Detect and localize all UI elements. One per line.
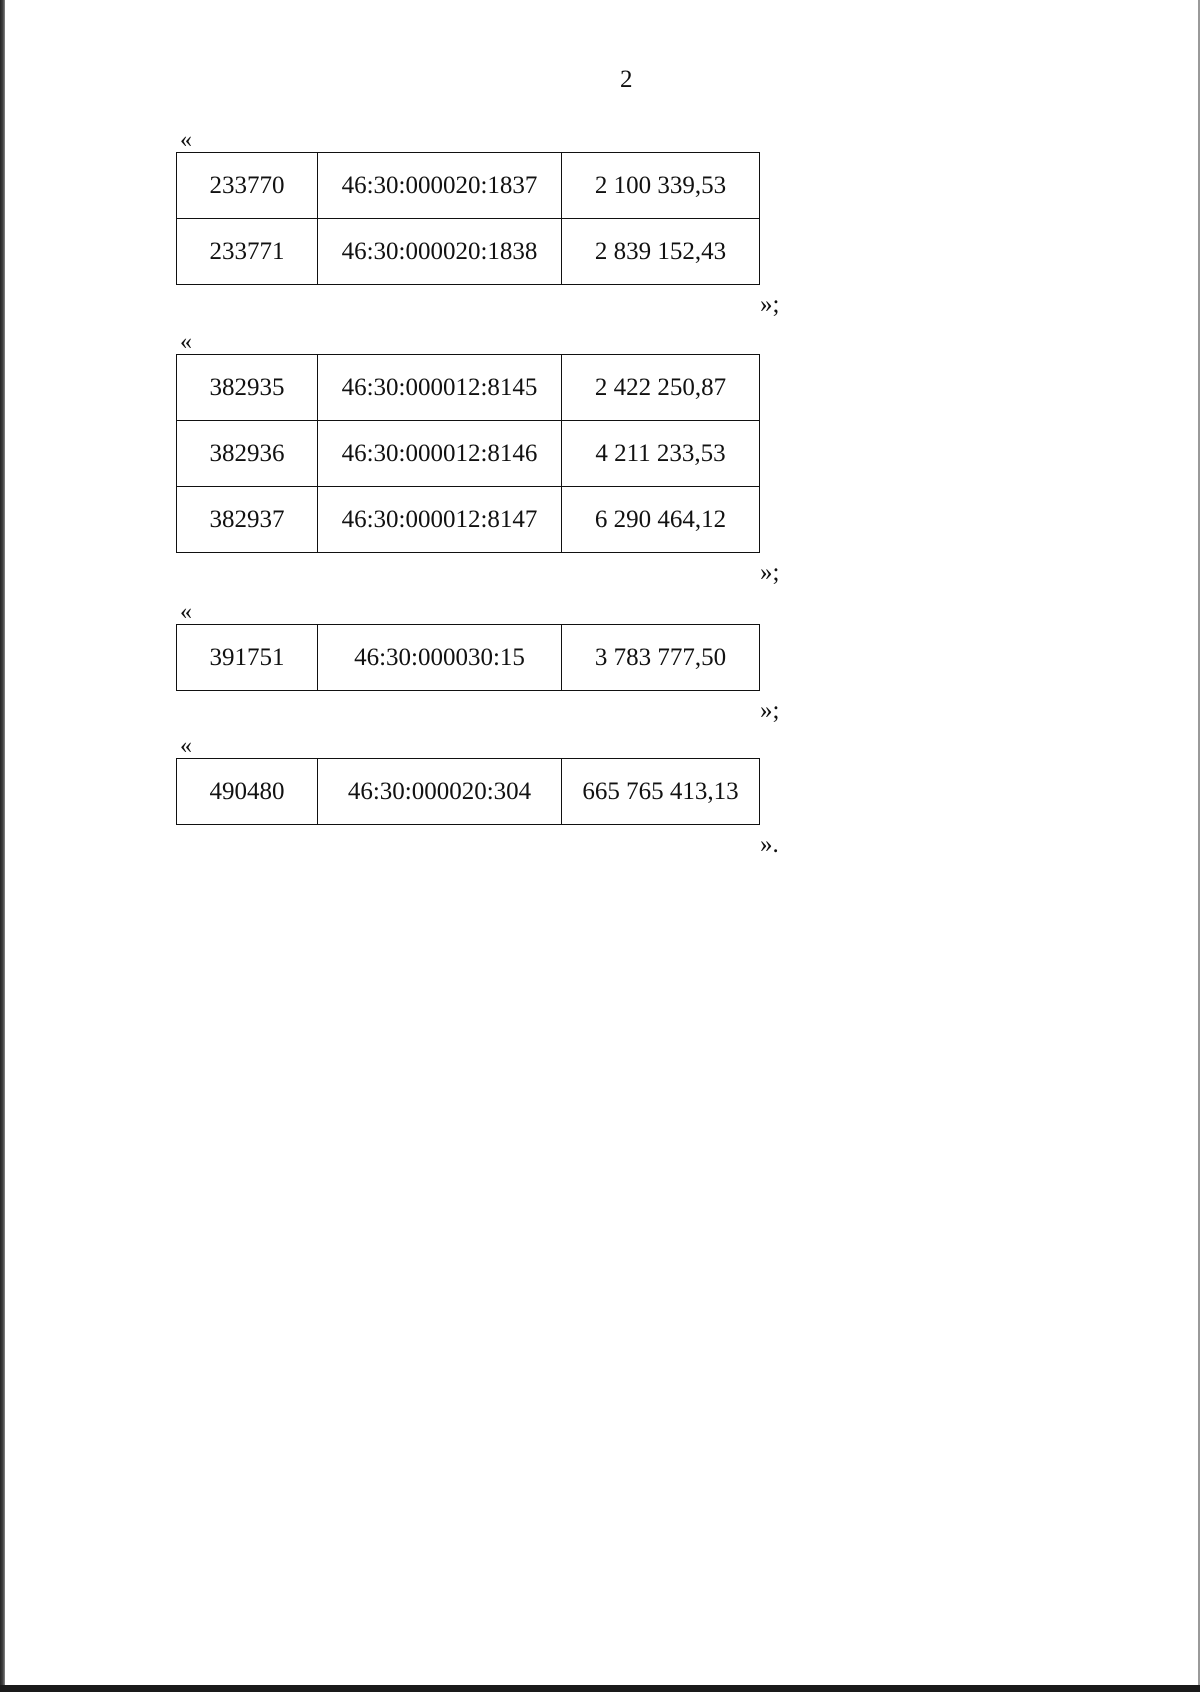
closing-quote: »; xyxy=(760,559,780,586)
table-row xyxy=(177,219,760,285)
record-number-cell: 382936 xyxy=(177,421,318,487)
cadastral-table-3 xyxy=(176,624,760,691)
cadastral-number-cell: 46:30:000020:304 xyxy=(318,759,562,825)
cadastral-table-1 xyxy=(176,152,760,285)
cadastral-table-2 xyxy=(176,354,760,553)
table-row xyxy=(177,421,760,487)
opening-quote: « xyxy=(180,127,192,153)
cadastral-number-cell: 46:30:000030:15 xyxy=(318,625,562,691)
cadastral-value-cell: 2 100 339,53 xyxy=(562,153,760,219)
cadastral-value-cell: 665 765 413,13 xyxy=(562,759,760,825)
cadastral-value-cell: 3 783 777,50 xyxy=(562,625,760,691)
scan-edge-bottom xyxy=(0,1685,1200,1692)
quoted-table-group-1 xyxy=(176,128,796,319)
table-row xyxy=(177,625,760,691)
record-number-cell: 233771 xyxy=(177,219,318,285)
quoted-table-group-4 xyxy=(176,734,796,859)
closing-quote: »; xyxy=(760,291,780,318)
table-row xyxy=(177,487,760,553)
cadastral-number-cell: 46:30:000012:8146 xyxy=(318,421,562,487)
record-number-cell: 391751 xyxy=(177,625,318,691)
cadastral-number-cell: 46:30:000012:8145 xyxy=(318,355,562,421)
cadastral-value-cell: 2 422 250,87 xyxy=(562,355,760,421)
table-row xyxy=(177,355,760,421)
cadastral-value-cell: 4 211 233,53 xyxy=(562,421,760,487)
record-number-cell: 382935 xyxy=(177,355,318,421)
opening-quote: « xyxy=(180,733,192,759)
cadastral-table-4 xyxy=(176,758,760,825)
page-number: 2 xyxy=(620,66,633,93)
record-number-cell: 382937 xyxy=(177,487,318,553)
cadastral-number-cell: 46:30:000012:8147 xyxy=(318,487,562,553)
cadastral-number-cell: 46:30:000020:1838 xyxy=(318,219,562,285)
opening-quote: « xyxy=(180,599,192,625)
record-number-cell: 233770 xyxy=(177,153,318,219)
table-row xyxy=(177,153,760,219)
scan-edge-left xyxy=(0,0,5,1692)
table-row xyxy=(177,759,760,825)
cadastral-value-cell: 2 839 152,43 xyxy=(562,219,760,285)
record-number-cell: 490480 xyxy=(177,759,318,825)
quoted-table-group-2 xyxy=(176,330,796,587)
cadastral-value-cell: 6 290 464,12 xyxy=(562,487,760,553)
cadastral-number-cell: 46:30:000020:1837 xyxy=(318,153,562,219)
opening-quote: « xyxy=(180,329,192,355)
quoted-table-group-3 xyxy=(176,600,796,725)
closing-quote: »; xyxy=(760,697,780,724)
closing-quote: ». xyxy=(760,831,779,858)
